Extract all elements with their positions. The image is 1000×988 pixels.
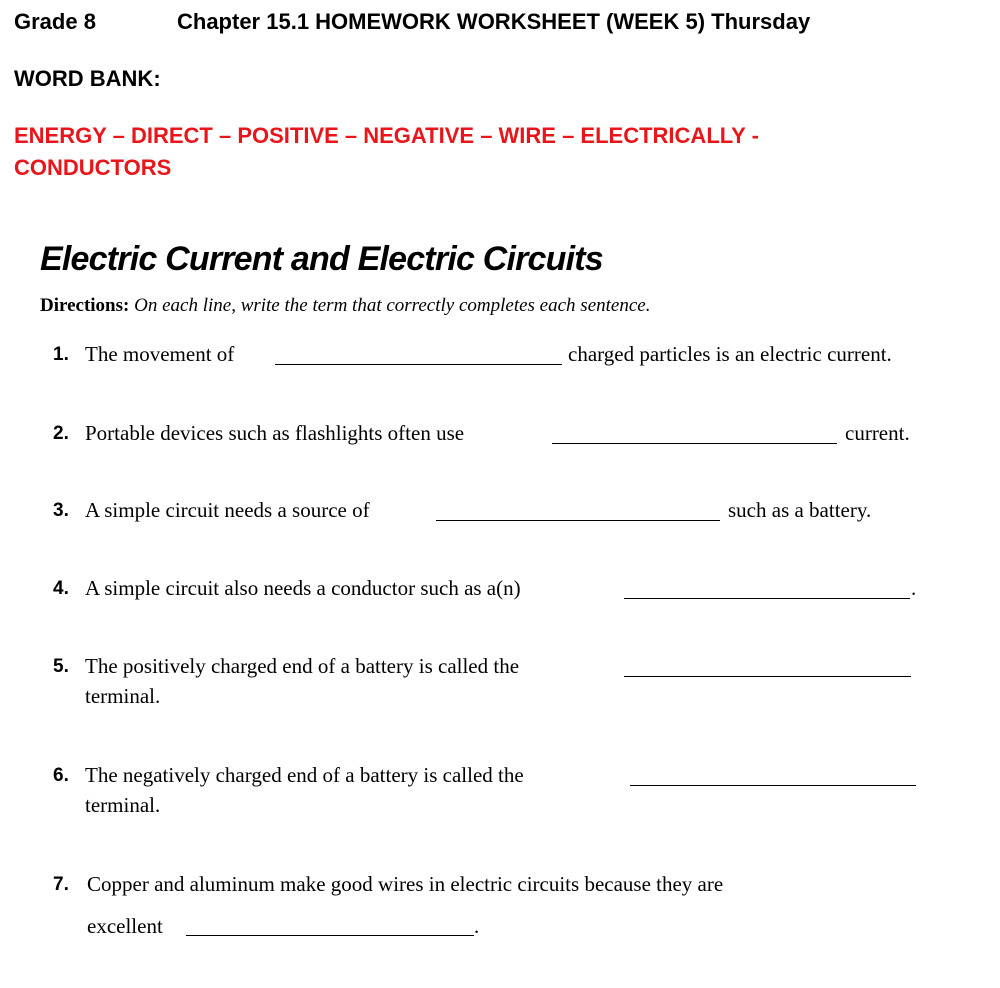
word-bank-line-1: ENERGY – DIRECT – POSITIVE – NEGATIVE – WIRE – ELECTRICALLY - xyxy=(14,123,759,148)
answer-blank-1[interactable] xyxy=(275,364,562,365)
question-number: 7. xyxy=(53,874,69,895)
question-text-before: The positively charged end of a battery is called the xyxy=(85,654,520,678)
question-number: 2. xyxy=(53,423,69,444)
question-text-after: charged particles is an electric current. xyxy=(568,342,892,366)
question-text-after: terminal. xyxy=(85,684,161,708)
question-text-after: such as a battery. xyxy=(728,498,872,522)
question-text-before: Copper and aluminum make good wires in electric circuits because they are xyxy=(87,872,724,896)
question-5 xyxy=(0,651,1000,715)
answer-blank-7[interactable] xyxy=(186,935,474,936)
grade-label: Grade 8 xyxy=(14,9,96,34)
question-3 xyxy=(0,495,1000,527)
directions xyxy=(40,295,650,317)
question-1 xyxy=(0,339,1000,371)
question-number: 3. xyxy=(53,500,69,521)
answer-blank-3[interactable] xyxy=(436,520,720,521)
question-2 xyxy=(0,418,1000,450)
directions-text: On each line, write the term that correctly completes each sentence. xyxy=(134,295,651,316)
word-bank-words xyxy=(14,120,974,184)
question-number: 1. xyxy=(53,344,69,365)
question-text-before: The negatively charged end of a battery is called the xyxy=(85,763,524,787)
answer-blank-6[interactable] xyxy=(630,785,916,786)
question-number: 5. xyxy=(53,656,69,677)
question-text-before: Portable devices such as flashlights often use xyxy=(85,421,465,445)
question-text-before: A simple circuit also needs a conductor such as a(n) xyxy=(85,576,521,600)
question-4 xyxy=(0,573,1000,605)
directions-label: Directions: xyxy=(40,295,130,316)
question-number: 4. xyxy=(53,578,69,599)
word-bank-line-2: CONDUCTORS xyxy=(14,155,172,180)
answer-blank-5[interactable] xyxy=(624,676,911,677)
question-text-before: The movement of xyxy=(85,342,235,366)
word-bank-label: WORD BANK: xyxy=(14,66,161,91)
answer-blank-4[interactable] xyxy=(624,598,910,599)
question-text-after: . xyxy=(911,576,917,600)
question-7 xyxy=(0,869,1000,943)
worksheet-title: Electric Current and Electric Circuits xyxy=(40,240,603,278)
question-text-after: terminal. xyxy=(85,793,161,817)
worksheet-header-title: Chapter 15.1 HOMEWORK WORKSHEET (WEEK 5) Thursday xyxy=(177,9,811,34)
question-text-after: current. xyxy=(845,421,910,445)
question-text-after: . xyxy=(474,914,480,938)
question-text-before: A simple circuit needs a source of xyxy=(85,498,370,522)
answer-blank-2[interactable] xyxy=(552,443,837,444)
question-text-before-line2: excellent xyxy=(87,914,163,938)
question-6 xyxy=(0,760,1000,824)
question-number: 6. xyxy=(53,765,69,786)
